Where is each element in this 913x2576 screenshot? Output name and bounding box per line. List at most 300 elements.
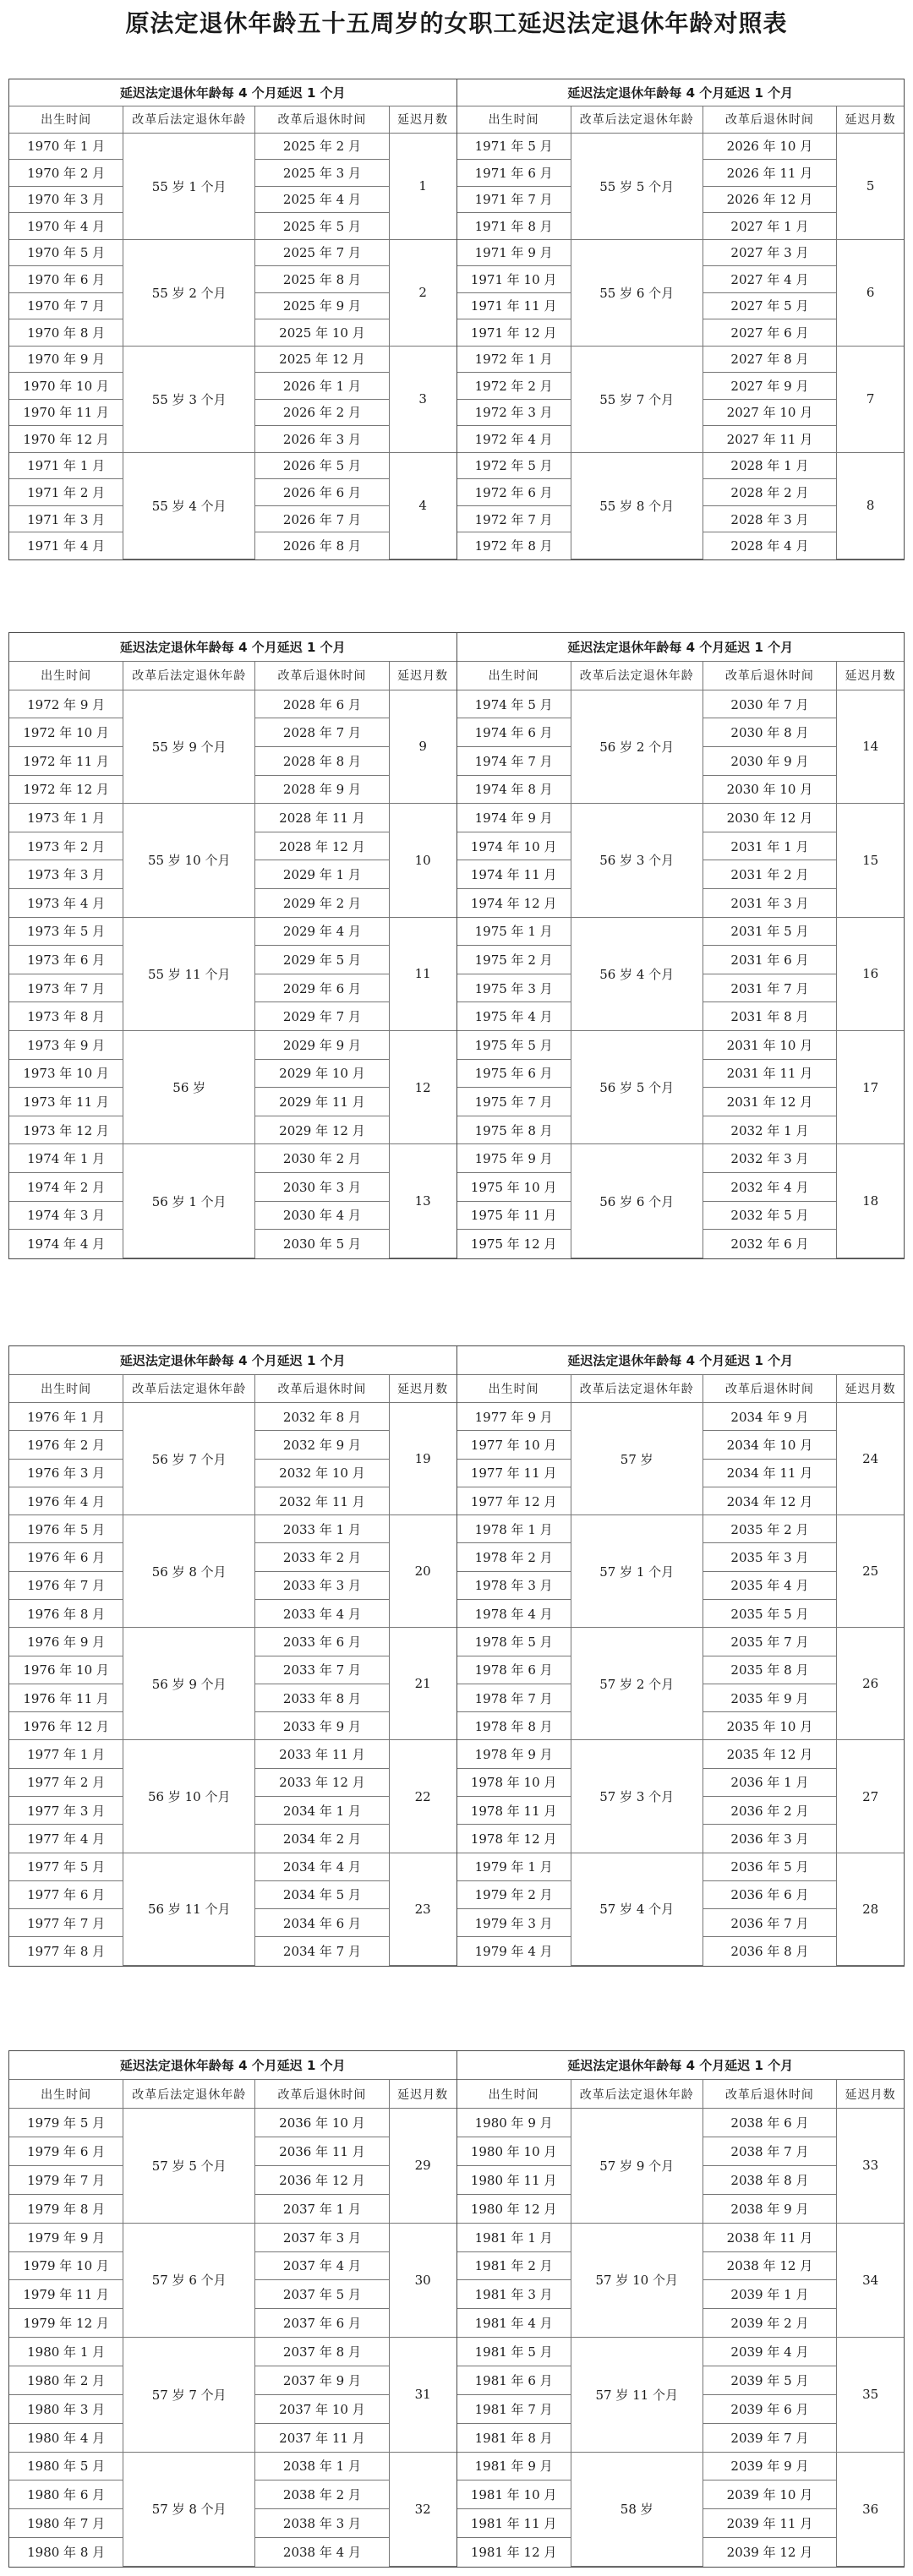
table-row	[9, 239, 456, 266]
retire-cell: 2027 年 4 月	[703, 266, 837, 293]
retire-cell: 2036 年 2 月	[703, 1797, 837, 1825]
retire-cell: 2039 年 12 月	[703, 2538, 837, 2567]
birth-cell: 1975 年 4 月	[457, 1002, 571, 1031]
half-table	[9, 2051, 456, 2567]
table-row	[9, 1403, 456, 1431]
birth-cell: 1980 年 10 月	[457, 2137, 571, 2166]
retire-cell: 2030 年 5 月	[255, 1230, 390, 1258]
birth-cell: 1980 年 7 月	[9, 2509, 123, 2538]
retire-cell: 2035 年 12 月	[703, 1740, 837, 1768]
delay-cell: 8	[837, 452, 904, 559]
retire-cell: 2034 年 2 月	[255, 1825, 390, 1853]
retire-cell: 2028 年 2 月	[703, 479, 837, 506]
birth-cell: 1979 年 1 月	[457, 1853, 571, 1880]
retirement-table	[457, 633, 905, 1258]
retire-cell: 2031 年 2 月	[703, 860, 837, 889]
retire-cell: 2028 年 1 月	[703, 452, 837, 479]
age-cell: 57 岁	[571, 1403, 703, 1515]
retire-cell: 2038 年 8 月	[703, 2165, 837, 2194]
retire-cell: 2030 年 9 月	[703, 746, 837, 775]
band-row	[457, 2051, 905, 2080]
birth-cell: 1974 年 10 月	[457, 832, 571, 860]
age-cell: 55 岁 8 个月	[571, 452, 703, 559]
table-row	[9, 1853, 456, 1880]
retire-cell: 2026 年 1 月	[255, 373, 390, 400]
retire-cell: 2032 年 6 月	[703, 1230, 837, 1258]
retire-col-header: 改革后退休时间	[255, 1374, 390, 1402]
birth-cell: 1971 年 3 月	[9, 505, 123, 532]
table-row	[9, 133, 456, 160]
birth-cell: 1974 年 12 月	[457, 888, 571, 917]
retire-cell: 2035 年 8 月	[703, 1656, 837, 1684]
birth-cell: 1972 年 8 月	[457, 532, 571, 559]
retire-cell: 2031 年 10 月	[703, 1031, 837, 1060]
retire-cell: 2038 年 12 月	[703, 2251, 837, 2280]
birth-cell: 1974 年 1 月	[9, 1144, 123, 1173]
retire-cell: 2026 年 7 月	[255, 505, 390, 532]
birth-cell: 1976 年 2 月	[9, 1431, 123, 1459]
age-cell: 57 岁 6 个月	[123, 2223, 255, 2337]
retire-cell: 2027 年 3 月	[703, 239, 837, 266]
retire-cell: 2039 年 9 月	[703, 2452, 837, 2480]
retire-cell: 2029 年 12 月	[255, 1116, 390, 1144]
delay-cell: 32	[389, 2452, 456, 2566]
retire-cell: 2025 年 8 月	[255, 266, 390, 293]
birth-cell: 1977 年 11 月	[457, 1459, 571, 1487]
birth-cell: 1972 年 6 月	[457, 479, 571, 506]
delay-col-header: 延迟月数	[837, 1374, 904, 1402]
birth-cell: 1975 年 9 月	[457, 1144, 571, 1173]
retire-cell: 2037 年 9 月	[255, 2366, 390, 2394]
birth-cell: 1981 年 8 月	[457, 2423, 571, 2452]
delay-cell: 34	[837, 2223, 904, 2337]
retire-cell: 2026 年 12 月	[703, 186, 837, 213]
column-header-row	[9, 106, 456, 134]
age-cell: 55 岁 7 个月	[571, 346, 703, 452]
retire-cell: 2031 年 5 月	[703, 917, 837, 946]
retire-cell: 2039 年 5 月	[703, 2366, 837, 2394]
birth-cell: 1970 年 4 月	[9, 213, 123, 240]
retire-cell: 2032 年 11 月	[255, 1487, 390, 1514]
birth-col-header: 出生时间	[457, 1374, 571, 1402]
delay-cell: 3	[389, 346, 456, 452]
delay-col-header: 延迟月数	[389, 662, 456, 690]
retirement-table	[457, 2051, 905, 2567]
delay-cell: 2	[389, 239, 456, 346]
retire-cell: 2025 年 5 月	[255, 213, 390, 240]
retire-cell: 2035 年 4 月	[703, 1571, 837, 1599]
birth-cell: 1978 年 12 月	[457, 1825, 571, 1853]
age-cell: 56 岁 8 个月	[123, 1515, 255, 1628]
birth-cell: 1971 年 12 月	[457, 319, 571, 347]
age-col-header: 改革后法定退休年龄	[571, 1374, 703, 1402]
birth-cell: 1979 年 2 月	[457, 1880, 571, 1908]
birth-cell: 1970 年 3 月	[9, 186, 123, 213]
delay-col-header: 延迟月数	[837, 662, 904, 690]
delay-cell: 25	[837, 1515, 904, 1628]
retire-cell: 2033 年 11 月	[255, 1740, 390, 1768]
retire-cell: 2037 年 11 月	[255, 2423, 390, 2452]
table-row	[457, 1403, 905, 1431]
band-row	[457, 79, 905, 106]
birth-cell: 1974 年 7 月	[457, 746, 571, 775]
band-header: 延迟法定退休年龄每 4 个月延迟 1 个月	[457, 79, 905, 106]
retire-cell: 2031 年 1 月	[703, 832, 837, 860]
retire-cell: 2031 年 3 月	[703, 888, 837, 917]
half-table	[456, 633, 905, 1258]
birth-cell: 1971 年 11 月	[457, 292, 571, 319]
birth-cell: 1980 年 4 月	[9, 2423, 123, 2452]
retire-cell: 2029 年 6 月	[255, 974, 390, 1002]
birth-cell: 1979 年 5 月	[9, 2109, 123, 2137]
delay-col-header: 延迟月数	[389, 106, 456, 134]
retire-cell: 2028 年 12 月	[255, 832, 390, 860]
retire-cell: 2026 年 2 月	[255, 399, 390, 426]
retire-cell: 2028 年 7 月	[255, 718, 390, 747]
retire-cell: 2027 年 11 月	[703, 426, 837, 453]
retire-cell: 2039 年 2 月	[703, 2309, 837, 2338]
retire-col-header: 改革后退休时间	[703, 2080, 837, 2109]
retire-cell: 2039 年 10 月	[703, 2480, 837, 2509]
table-row	[457, 133, 905, 160]
delay-cell: 14	[837, 690, 904, 803]
birth-cell: 1975 年 5 月	[457, 1031, 571, 1060]
birth-cell: 1971 年 1 月	[9, 452, 123, 479]
retire-cell: 2036 年 10 月	[255, 2109, 390, 2137]
retire-cell: 2029 年 7 月	[255, 1002, 390, 1031]
birth-cell: 1979 年 6 月	[9, 2137, 123, 2166]
retirement-table	[9, 1346, 456, 1966]
age-cell: 56 岁 1 个月	[123, 1144, 255, 1258]
birth-cell: 1975 年 1 月	[457, 917, 571, 946]
age-cell: 55 岁 5 个月	[571, 133, 703, 239]
band-header: 延迟法定退休年龄每 4 个月延迟 1 个月	[9, 79, 456, 106]
birth-cell: 1971 年 4 月	[9, 532, 123, 559]
birth-cell: 1977 年 2 月	[9, 1768, 123, 1796]
retire-cell: 2033 年 9 月	[255, 1712, 390, 1740]
birth-cell: 1981 年 5 月	[457, 2338, 571, 2366]
birth-cell: 1976 年 9 月	[9, 1628, 123, 1656]
retire-cell: 2025 年 10 月	[255, 319, 390, 347]
age-col-header: 改革后法定退休年龄	[123, 2080, 255, 2109]
retire-cell: 2034 年 10 月	[703, 1431, 837, 1459]
birth-cell: 1973 年 6 月	[9, 946, 123, 974]
birth-cell: 1980 年 9 月	[457, 2109, 571, 2137]
retire-cell: 2033 年 8 月	[255, 1684, 390, 1711]
birth-cell: 1972 年 2 月	[457, 373, 571, 400]
birth-cell: 1975 年 11 月	[457, 1201, 571, 1230]
birth-col-header: 出生时间	[9, 1374, 123, 1402]
birth-cell: 1976 年 12 月	[9, 1712, 123, 1740]
retire-cell: 2032 年 4 月	[703, 1173, 837, 1202]
birth-cell: 1972 年 10 月	[9, 718, 123, 747]
retire-cell: 2036 年 3 月	[703, 1825, 837, 1853]
retire-col-header: 改革后退休时间	[703, 106, 837, 134]
table-row	[9, 1144, 456, 1173]
table-row	[9, 2109, 456, 2137]
birth-cell: 1977 年 7 月	[9, 1909, 123, 1937]
birth-cell: 1974 年 3 月	[9, 1201, 123, 1230]
birth-cell: 1980 年 1 月	[9, 2338, 123, 2366]
retire-cell: 2035 年 2 月	[703, 1515, 837, 1543]
birth-cell: 1979 年 9 月	[9, 2223, 123, 2251]
birth-cell: 1973 年 5 月	[9, 917, 123, 946]
retire-cell: 2032 年 5 月	[703, 1201, 837, 1230]
table-row	[9, 1628, 456, 1656]
retire-cell: 2032 年 10 月	[255, 1459, 390, 1487]
retire-cell: 2032 年 3 月	[703, 1144, 837, 1173]
birth-cell: 1977 年 5 月	[9, 1853, 123, 1880]
retire-cell: 2026 年 10 月	[703, 133, 837, 160]
delay-cell: 13	[389, 1144, 456, 1258]
delay-cell: 23	[389, 1853, 456, 1965]
retire-cell: 2026 年 8 月	[255, 532, 390, 559]
birth-cell: 1980 年 3 月	[9, 2394, 123, 2423]
age-cell: 56 岁 3 个月	[571, 804, 703, 917]
birth-cell: 1974 年 9 月	[457, 804, 571, 832]
age-cell: 57 岁 10 个月	[571, 2223, 703, 2337]
age-cell: 55 岁 3 个月	[123, 346, 255, 452]
delay-col-header: 延迟月数	[389, 1374, 456, 1402]
birth-cell: 1972 年 3 月	[457, 399, 571, 426]
retire-cell: 2036 年 5 月	[703, 1853, 837, 1880]
birth-cell: 1978 年 7 月	[457, 1684, 571, 1711]
delay-cell: 4	[389, 452, 456, 559]
birth-cell: 1976 年 10 月	[9, 1656, 123, 1684]
birth-cell: 1975 年 12 月	[457, 1230, 571, 1258]
retire-cell: 2036 年 6 月	[703, 1880, 837, 1908]
age-cell: 56 岁 2 个月	[571, 690, 703, 803]
table-row	[457, 2338, 905, 2366]
retire-cell: 2034 年 12 月	[703, 1487, 837, 1514]
table-row	[457, 239, 905, 266]
retire-cell: 2033 年 4 月	[255, 1600, 390, 1628]
delay-col-header: 延迟月数	[837, 2080, 904, 2109]
retire-cell: 2034 年 1 月	[255, 1797, 390, 1825]
table-row	[457, 452, 905, 479]
birth-cell: 1977 年 3 月	[9, 1797, 123, 1825]
birth-cell: 1970 年 12 月	[9, 426, 123, 453]
age-cell: 57 岁 2 个月	[571, 1628, 703, 1740]
retire-cell: 2027 年 8 月	[703, 346, 837, 373]
retire-cell: 2026 年 11 月	[703, 160, 837, 187]
retire-cell: 2033 年 12 月	[255, 1768, 390, 1796]
half-table	[9, 79, 456, 559]
delay-cell: 36	[837, 2452, 904, 2566]
age-cell: 58 岁	[571, 2452, 703, 2566]
birth-cell: 1971 年 6 月	[457, 160, 571, 187]
retire-cell: 2038 年 7 月	[703, 2137, 837, 2166]
column-header-row	[457, 2080, 905, 2109]
delay-cell: 7	[837, 346, 904, 452]
retire-cell: 2034 年 6 月	[255, 1909, 390, 1937]
retire-cell: 2036 年 8 月	[703, 1937, 837, 1966]
retire-cell: 2031 年 11 月	[703, 1059, 837, 1088]
age-cell: 55 岁 11 个月	[123, 917, 255, 1030]
half-table	[9, 633, 456, 1258]
column-header-row	[457, 662, 905, 690]
half-table	[456, 2051, 905, 2567]
retire-cell: 2033 年 6 月	[255, 1628, 390, 1656]
retire-cell: 2030 年 3 月	[255, 1173, 390, 1202]
delay-cell: 6	[837, 239, 904, 346]
birth-cell: 1971 年 10 月	[457, 266, 571, 293]
retirement-table	[9, 2051, 456, 2567]
birth-cell: 1977 年 1 月	[9, 1740, 123, 1768]
retire-col-header: 改革后退休时间	[703, 1374, 837, 1402]
birth-cell: 1973 年 9 月	[9, 1031, 123, 1060]
table-row	[457, 1031, 905, 1060]
retire-cell: 2028 年 11 月	[255, 804, 390, 832]
retire-cell: 2031 年 8 月	[703, 1002, 837, 1031]
delay-cell: 26	[837, 1628, 904, 1740]
retire-cell: 2039 年 11 月	[703, 2509, 837, 2538]
birth-cell: 1976 年 8 月	[9, 1600, 123, 1628]
table-row	[9, 452, 456, 479]
delay-cell: 15	[837, 804, 904, 917]
birth-cell: 1978 年 3 月	[457, 1571, 571, 1599]
retire-cell: 2036 年 1 月	[703, 1768, 837, 1796]
half-table	[456, 1346, 905, 1966]
retire-cell: 2028 年 9 月	[255, 775, 390, 804]
birth-cell: 1970 年 7 月	[9, 292, 123, 319]
column-header-row	[9, 2080, 456, 2109]
retire-cell: 2039 年 1 月	[703, 2280, 837, 2309]
retire-cell: 2027 年 10 月	[703, 399, 837, 426]
delay-cell: 21	[389, 1628, 456, 1740]
birth-cell: 1981 年 3 月	[457, 2280, 571, 2309]
birth-cell: 1972 年 12 月	[9, 775, 123, 804]
birth-col-header: 出生时间	[9, 662, 123, 690]
retire-cell: 2025 年 3 月	[255, 160, 390, 187]
delay-cell: 24	[837, 1403, 904, 1515]
retire-col-header: 改革后退休时间	[255, 662, 390, 690]
retire-cell: 2038 年 2 月	[255, 2480, 390, 2509]
age-cell: 57 岁 5 个月	[123, 2109, 255, 2223]
table-row	[9, 2452, 456, 2480]
band-row	[9, 1346, 456, 1374]
retire-cell: 2025 年 9 月	[255, 292, 390, 319]
birth-cell: 1975 年 10 月	[457, 1173, 571, 1202]
birth-cell: 1978 年 11 月	[457, 1797, 571, 1825]
table-row	[9, 690, 456, 718]
age-cell: 57 岁 11 个月	[571, 2338, 703, 2452]
birth-cell: 1976 年 4 月	[9, 1487, 123, 1514]
table-block-4	[8, 2050, 905, 2568]
delay-cell: 35	[837, 2338, 904, 2452]
retire-cell: 2038 年 6 月	[703, 2109, 837, 2137]
table-row	[457, 1144, 905, 1173]
retire-cell: 2039 年 7 月	[703, 2423, 837, 2452]
retire-cell: 2034 年 11 月	[703, 1459, 837, 1487]
age-cell: 55 岁 10 个月	[123, 804, 255, 917]
birth-cell: 1974 年 11 月	[457, 860, 571, 889]
retire-cell: 2027 年 9 月	[703, 373, 837, 400]
table-row	[457, 1628, 905, 1656]
age-cell: 56 岁 9 个月	[123, 1628, 255, 1740]
birth-cell: 1978 年 9 月	[457, 1740, 571, 1768]
band-header: 延迟法定退休年龄每 4 个月延迟 1 个月	[457, 1346, 905, 1374]
retire-cell: 2027 年 1 月	[703, 213, 837, 240]
birth-cell: 1977 年 6 月	[9, 1880, 123, 1908]
retire-cell: 2030 年 12 月	[703, 804, 837, 832]
birth-cell: 1976 年 11 月	[9, 1684, 123, 1711]
band-header: 延迟法定退休年龄每 4 个月延迟 1 个月	[9, 2051, 456, 2080]
birth-cell: 1973 年 12 月	[9, 1116, 123, 1144]
birth-cell: 1979 年 8 月	[9, 2194, 123, 2223]
birth-cell: 1973 年 1 月	[9, 804, 123, 832]
retire-cell: 2025 年 2 月	[255, 133, 390, 160]
retire-cell: 2037 年 6 月	[255, 2309, 390, 2338]
birth-cell: 1972 年 11 月	[9, 746, 123, 775]
retire-col-header: 改革后退休时间	[703, 662, 837, 690]
retire-cell: 2036 年 12 月	[255, 2165, 390, 2194]
band-row	[9, 633, 456, 662]
retire-cell: 2029 年 11 月	[255, 1088, 390, 1116]
age-cell: 55 岁 6 个月	[571, 239, 703, 346]
delay-col-header: 延迟月数	[389, 2080, 456, 2109]
age-cell: 56 岁 4 个月	[571, 917, 703, 1030]
retire-cell: 2026 年 5 月	[255, 452, 390, 479]
retire-cell: 2038 年 9 月	[703, 2194, 837, 2223]
birth-cell: 1978 年 6 月	[457, 1656, 571, 1684]
delay-cell: 27	[837, 1740, 904, 1853]
age-cell: 55 岁 9 个月	[123, 690, 255, 803]
retire-col-header: 改革后退休时间	[255, 106, 390, 134]
retire-cell: 2029 年 4 月	[255, 917, 390, 946]
retire-cell: 2035 年 7 月	[703, 1628, 837, 1656]
retire-cell: 2030 年 4 月	[255, 1201, 390, 1230]
age-cell: 57 岁 1 个月	[571, 1515, 703, 1628]
retire-cell: 2029 年 10 月	[255, 1059, 390, 1088]
column-header-row	[9, 662, 456, 690]
retire-cell: 2028 年 4 月	[703, 532, 837, 559]
birth-cell: 1972 年 7 月	[457, 505, 571, 532]
retire-cell: 2032 年 1 月	[703, 1116, 837, 1144]
retire-cell: 2028 年 3 月	[703, 505, 837, 532]
birth-cell: 1979 年 4 月	[457, 1937, 571, 1966]
birth-cell: 1973 年 2 月	[9, 832, 123, 860]
age-col-header: 改革后法定退休年龄	[571, 106, 703, 134]
birth-cell: 1970 年 2 月	[9, 160, 123, 187]
birth-cell: 1980 年 6 月	[9, 2480, 123, 2509]
retire-cell: 2037 年 10 月	[255, 2394, 390, 2423]
birth-cell: 1977 年 8 月	[9, 1937, 123, 1966]
birth-cell: 1975 年 7 月	[457, 1088, 571, 1116]
delay-cell: 1	[389, 133, 456, 239]
age-cell: 57 岁 4 个月	[571, 1853, 703, 1965]
birth-cell: 1973 年 10 月	[9, 1059, 123, 1088]
age-cell: 56 岁 11 个月	[123, 1853, 255, 1965]
retire-cell: 2038 年 11 月	[703, 2223, 837, 2251]
birth-cell: 1973 年 8 月	[9, 1002, 123, 1031]
birth-cell: 1978 年 4 月	[457, 1600, 571, 1628]
birth-cell: 1978 年 8 月	[457, 1712, 571, 1740]
table-row	[457, 2109, 905, 2137]
birth-cell: 1975 年 8 月	[457, 1116, 571, 1144]
birth-cell: 1980 年 2 月	[9, 2366, 123, 2394]
birth-cell: 1970 年 5 月	[9, 239, 123, 266]
birth-cell: 1981 年 9 月	[457, 2452, 571, 2480]
birth-cell: 1981 年 10 月	[457, 2480, 571, 2509]
delay-cell: 12	[389, 1031, 456, 1144]
birth-cell: 1980 年 12 月	[457, 2194, 571, 2223]
age-cell: 55 岁 4 个月	[123, 452, 255, 559]
retire-cell: 2029 年 5 月	[255, 946, 390, 974]
band-row	[457, 633, 905, 662]
table-row	[9, 917, 456, 946]
birth-cell: 1970 年 9 月	[9, 346, 123, 373]
